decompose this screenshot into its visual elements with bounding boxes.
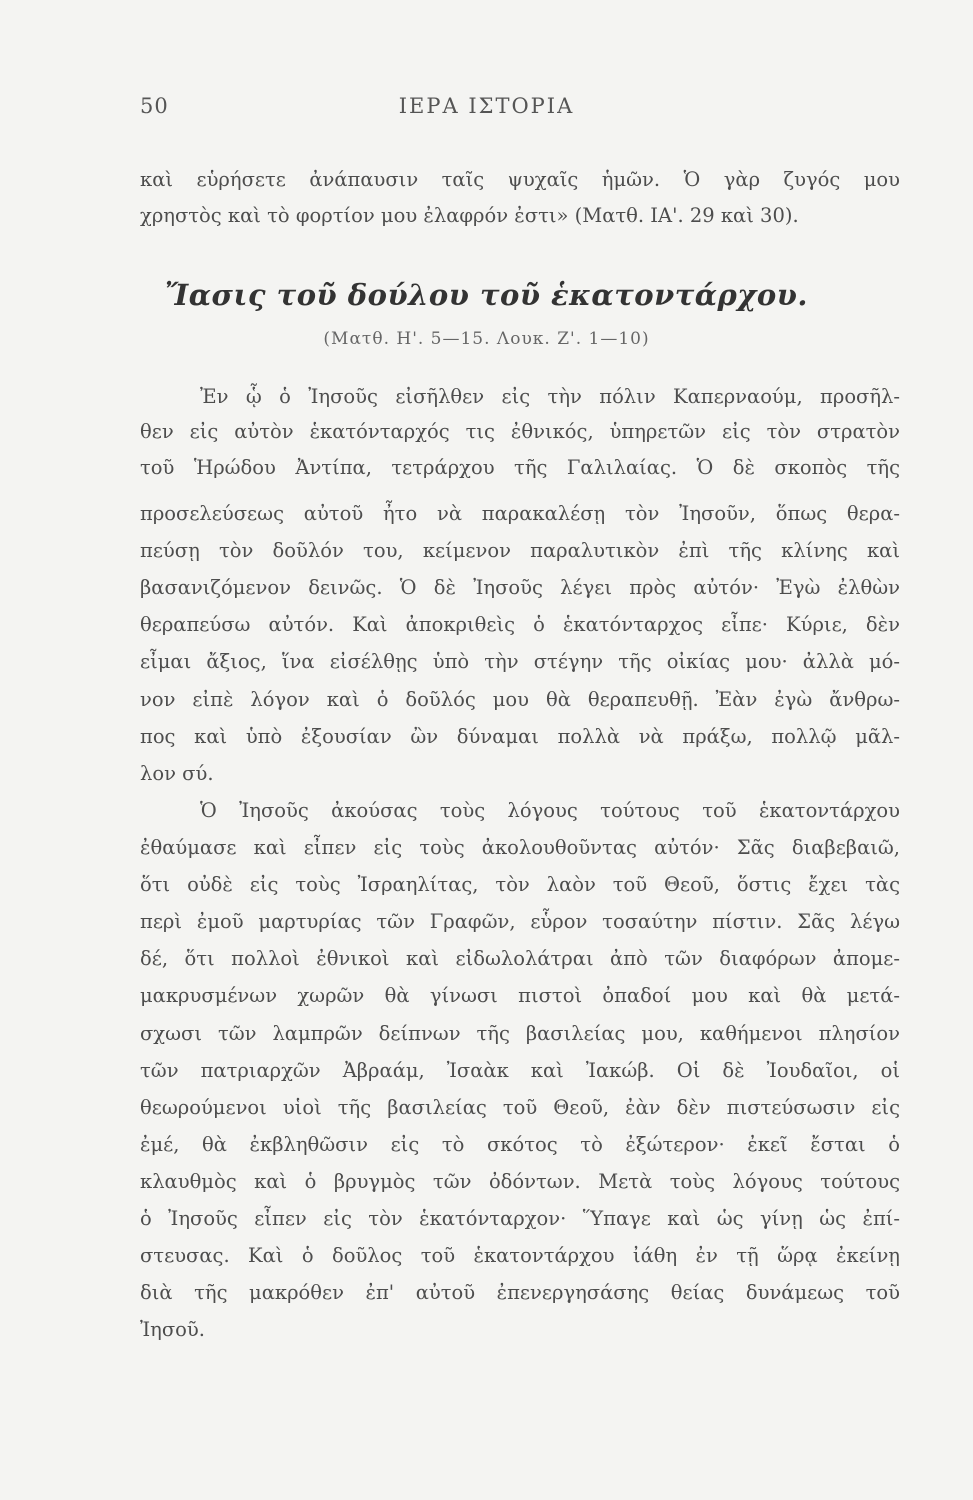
text-line: τοῦ Ἡρώδου Ἀντίπα, τετράρχου τῆς Γαλιλαίας. Ὁ δὲ σκοπὸς τῆς	[140, 456, 900, 479]
text-line: Ἐν ᾧ ὁ Ἰησοῦς εἰσῆλθεν εἰς τὴν πόλιν Καπερναούμ, προσῆλ-	[200, 385, 900, 408]
text-line: δέ, ὅτι πολλοὶ ἐθνικοὶ καὶ εἰδωλολάτραι ἀπὸ τῶν διαφόρων ἀπομε-	[140, 947, 900, 970]
text-line: ὁ Ἰησοῦς εἶπεν εἰς τὸν ἑκατόνταρχον· Ὕπαγε καὶ ὡς γίνῃ ὡς ἐπί-	[140, 1207, 900, 1230]
text-line: θεν εἰς αὐτὸν ἑκατόνταρχός τις ἐθνικός, ὑπηρετῶν εἰς τὸν στρατὸν	[140, 420, 900, 443]
text-line: χρηστὸς καὶ τὸ φορτίον μου ἐλαφρόν ἐστι» (Ματθ. ΙΑ'. 29 καὶ 30).	[140, 204, 799, 227]
text-line: τῶν πατριαρχῶν Ἀβραάμ, Ἰσαὰκ καὶ Ἰακώβ. Οἱ δὲ Ἰουδαῖοι, οἱ	[140, 1059, 900, 1082]
text-line: θεραπεύσω αὐτόν. Καὶ ἀποκριθεὶς ὁ ἑκατόνταρχος εἶπε· Κύριε, δὲν	[140, 613, 900, 636]
text-line: στευσας. Καὶ ὁ δοῦλος τοῦ ἑκατοντάρχου ἰάθη ἐν τῇ ὥρᾳ ἐκείνῃ	[140, 1244, 900, 1267]
text-line: προσελεύσεως αὐτοῦ ἦτο νὰ παρακαλέσῃ τὸν Ἰησοῦν, ὅπως θερα-	[140, 502, 900, 525]
text-line: λον σύ.	[140, 762, 214, 785]
section-reference: (Ματθ. Η'. 5—15. Λουκ. Ζ'. 1—10)	[323, 329, 650, 349]
text-line: ὅτι οὐδὲ εἰς τοὺς Ἰσραηλίτας, τὸν λαὸν τοῦ Θεοῦ, ὅστις ἔχει τὰς	[140, 873, 900, 896]
text-line: ἐμέ, θὰ ἐκβληθῶσιν εἰς τὸ σκότος τὸ ἐξώτερον· ἐκεῖ ἔσται ὁ	[140, 1133, 900, 1156]
text-line: περὶ ἐμοῦ μαρτυρίας τῶν Γραφῶν, εὗρον τοσαύτην πίστιν. Σᾶς λέγω	[140, 910, 900, 933]
page-number: 50	[140, 94, 169, 118]
text-line: βασανιζόμενον δεινῶς. Ὁ δὲ Ἰησοῦς λέγει πρὸς αὐτόν· Ἐγὼ ἐλθὼν	[140, 576, 900, 599]
running-head: ΙΕΡΑ ΙΣΤΟΡΙΑ	[398, 94, 575, 118]
text-line: καὶ εὑρήσετε ἀνάπαυσιν ταῖς ψυχαῖς ἡμῶν. Ὁ γὰρ ζυγός μου	[140, 168, 900, 191]
text-line: Ἰησοῦ.	[140, 1318, 205, 1341]
text-line: κλαυθμὸς καὶ ὁ βρυγμὸς τῶν ὀδόντων. Μετὰ τοὺς λόγους τούτους	[140, 1170, 900, 1193]
text-line: Ὁ Ἰησοῦς ἀκούσας τοὺς λόγους τούτους τοῦ ἑκατοντάρχου	[200, 799, 900, 822]
text-line: πος καὶ ὑπὸ ἐξουσίαν ὢν δύναμαι πολλὰ νὰ πράξω, πολλῷ μᾶλ-	[140, 725, 900, 748]
text-line: θεωρούμενοι υἱοὶ τῆς βασιλείας τοῦ Θεοῦ, ἐὰν δὲν πιστεύσωσιν εἰς	[140, 1096, 900, 1119]
text-line: νον εἰπὲ λόγον καὶ ὁ δοῦλός μου θὰ θεραπευθῇ. Ἐὰν ἐγὼ ἄνθρω-	[140, 688, 900, 711]
text-line: πεύσῃ τὸν δοῦλόν του, κείμενον παραλυτικὸν ἐπὶ τῆς κλίνης καὶ	[140, 539, 900, 562]
text-line: διὰ τῆς μακρόθεν ἐπ' αὐτοῦ ἐπενεργησάσης θείας δυνάμεως τοῦ	[140, 1281, 900, 1304]
section-title: Ἴασις τοῦ δούλου τοῦ ἑκατοντάρχου.	[165, 278, 808, 312]
text-line: ἐθαύμασε καὶ εἶπεν εἰς τοὺς ἀκολουθοῦντας αὐτόν· Σᾶς διαβεβαιῶ,	[140, 836, 900, 859]
text-line: σχωσι τῶν λαμπρῶν δείπνων τῆς βασιλείας μου, καθήμενοι πλησίον	[140, 1022, 900, 1045]
text-line: εἶμαι ἄξιος, ἵνα εἰσέλθῃς ὑπὸ τὴν στέγην τῆς οἰκίας μου· ἀλλὰ μό-	[140, 650, 900, 673]
text-line: μακρυσμένων χωρῶν θὰ γίνωσι πιστοὶ ὀπαδοί μου καὶ θὰ μετά-	[140, 984, 900, 1007]
